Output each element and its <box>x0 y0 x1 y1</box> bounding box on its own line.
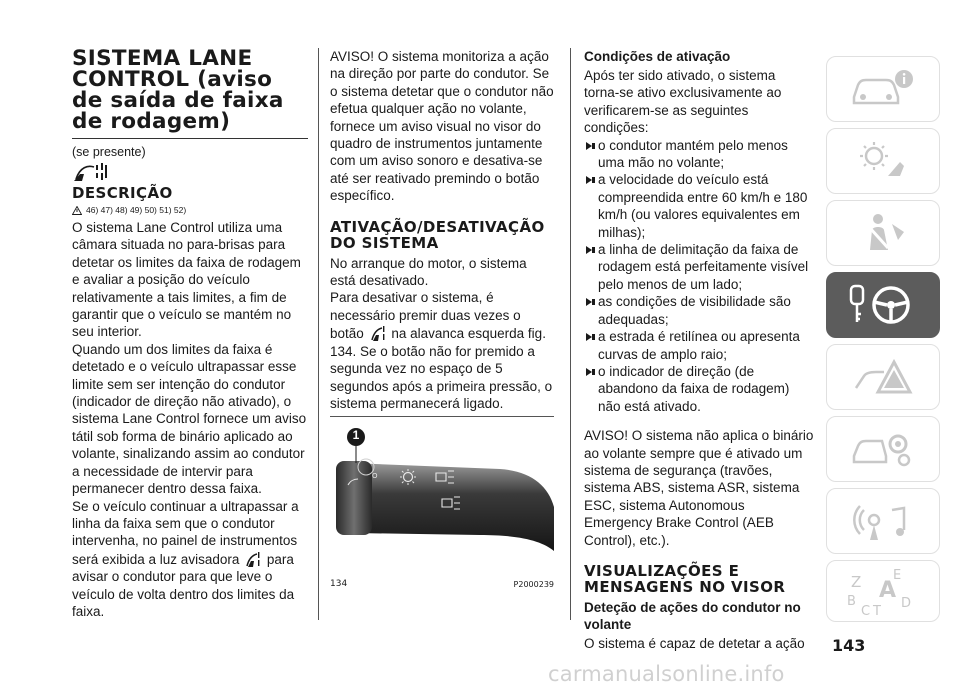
activation-part-a: Para desativar o sistema, é necessário premir duas vezes o botão <box>330 290 521 342</box>
warning-reference-numbers: 46) 47) 48) 49) 50) 51) 52) <box>86 205 187 215</box>
index-letter-t: T <box>873 604 881 617</box>
tab-maintenance[interactable] <box>826 416 940 482</box>
warning-paragraph-2: AVISO! O sistema não aplica o binário ao volante sempre que é ativado um sistema de segurança (travões, sistema ABS, sistema ASR, sistema ESC, sistema Autonomous Emergency Brake Control (AEB Control), etc.). <box>584 428 814 548</box>
steering-wheel-key-icon <box>843 280 923 330</box>
seatbelt-icon <box>848 210 918 256</box>
description-paragraph-3 <box>72 498 308 621</box>
description-heading: DESCRIÇÃO <box>72 184 173 202</box>
figure-callout-number: 1 <box>352 428 360 443</box>
list-item-text: o indicador de direção (de abandono da faixa de rodagem) não está ativado. <box>598 363 790 414</box>
tab-multimedia[interactable] <box>826 488 940 554</box>
car-maintenance-icon <box>848 426 918 472</box>
list-item <box>584 241 814 293</box>
column-3 <box>584 48 814 652</box>
column-1 <box>72 48 308 620</box>
figure-top-rule <box>330 416 554 417</box>
svg-text:O: O <box>372 472 378 481</box>
index-letter-e: E <box>893 568 902 583</box>
list-item-text: as condições de visibilidade são adequadas; <box>598 294 791 327</box>
bullet-arrow-icon <box>584 293 598 310</box>
left-stalk-illustration <box>330 423 554 573</box>
figure-code: P2000239 <box>513 580 554 590</box>
chapter-sidebar <box>826 56 942 628</box>
list-item-text: a linha de delimitação da faixa de rodagem está perfeitamente visível pelo menos de um lado; <box>598 242 809 292</box>
page-number: 143 <box>832 636 866 655</box>
column-divider-2 <box>570 48 571 620</box>
title-divider <box>72 138 308 139</box>
tab-index[interactable] <box>826 560 940 622</box>
section-title: SISTEMA LANE CONTROL (aviso de saída de faixa de rodagem) <box>72 46 284 134</box>
list-item-text: a velocidade do veículo está compreendida entre 60 km/h e 180 km/h (ou valores equivalentes em milhas); <box>598 172 808 240</box>
tab-car-info[interactable] <box>826 56 940 122</box>
index-letter-d: D <box>901 596 912 611</box>
list-item <box>584 293 814 328</box>
alphabetical-index-icon <box>843 565 923 617</box>
list-item-text: o condutor mantém pelo menos uma mão no volante; <box>598 137 788 171</box>
warning-lights-icon <box>848 138 918 184</box>
column-divider-1 <box>318 48 319 620</box>
conditions-list <box>584 137 814 416</box>
conditions-intro: Após ter sido ativado, o sistema torna-se ativo exclusivamente ao verificarem-se as seguintes condições: <box>584 68 782 136</box>
list-item <box>584 363 814 415</box>
conditions-heading: Condições de ativação <box>584 49 731 64</box>
index-letter-c: C <box>861 604 871 617</box>
availability-note: (se presente) <box>72 145 146 159</box>
lane-warning-light-icon <box>245 550 261 568</box>
list-item <box>584 328 814 363</box>
breakdown-triangle-icon <box>848 354 918 400</box>
tab-starting-driving[interactable] <box>826 272 940 338</box>
tab-emergency[interactable] <box>826 344 940 410</box>
warning-paragraph: AVISO! O sistema monitoriza a ação na direção por parte do condutor. Se o sistema detetar que o condutor não efetua qualquer ação no volante, fornece um aviso visual no visor do quadro de instrumentos juntamente com um aviso sonoro e desativa-se até ser reativado premindo o botão específico. <box>330 49 554 204</box>
display-messages-heading: VISUALIZAÇÕES E MENSAGENS NO VISOR <box>584 561 786 596</box>
bullet-arrow-icon <box>584 328 598 345</box>
warning-references <box>72 205 308 215</box>
lane-departure-icon <box>72 161 108 183</box>
column-2 <box>330 48 554 591</box>
index-letter-z: Z <box>851 573 862 591</box>
figure-number: 134 <box>330 579 348 590</box>
warning-triangle-icon <box>72 206 82 215</box>
activation-paragraph-2 <box>330 289 554 412</box>
multimedia-icon <box>848 498 918 544</box>
activation-part-b: na alavanca esquerda fig. 134. Se o botão não for premido a segunda vez no espaço de 5 segundos após a primeira pressão, o sistema permanecerá ligado. <box>330 326 553 411</box>
bullet-arrow-icon <box>584 137 598 154</box>
activation-heading: ATIVAÇÃO/DESATIVAÇÃO DO SISTEMA <box>330 217 545 252</box>
tab-warning-lights[interactable] <box>826 128 940 194</box>
list-item <box>584 171 814 241</box>
list-item-text: a estrada é retilínea ou apresenta curvas de amplo raio; <box>598 329 800 362</box>
description-paragraph-1: O sistema Lane Control utiliza uma câmara situada no para-brisas para detetar os limites da faixa de rodagem e avaliar a posição do veículo relativamente a tais limites, a fim de garantir que o veículo se mantém no seu interior. <box>72 220 301 340</box>
bullet-arrow-icon <box>584 241 598 258</box>
watermark: carmanualsonline.info <box>548 662 785 686</box>
bullet-arrow-icon <box>584 171 598 188</box>
lane-control-button-icon <box>370 324 386 342</box>
description-paragraph-2: Quando um dos limites da faixa é detetado e o veículo ultrapassar esse limite sem ser intenção do condutor (indicador de direção não ativado), o sistema Lane Control fornece um aviso tátil sob forma de binário aplicado ao volante, sinalizando assim ao condutor a necessidade de intervir para permanecer dentro dessa faixa. <box>72 341 307 497</box>
list-item <box>584 137 814 172</box>
tab-safety[interactable] <box>826 200 940 266</box>
figure-134 <box>330 423 554 591</box>
paragraph-3-part-b: para avisar o condutor para que leve o veículo de volta dentro dos limites da faixa. <box>72 551 295 619</box>
activation-paragraph-1: No arranque do motor, o sistema está desativado. <box>330 255 527 289</box>
index-letter-a: A <box>879 578 897 603</box>
car-info-icon <box>848 67 918 111</box>
bullet-arrow-icon <box>584 363 598 380</box>
index-letter-b: B <box>847 594 856 609</box>
driver-action-paragraph: O sistema é capaz de detetar a ação <box>584 635 805 651</box>
driver-action-subheading: Deteção de ações do condutor no volante <box>584 599 801 632</box>
paragraph-3-part-a: Se o veículo continuar a ultrapassar a linha da faixa sem que o condutor intervenha, no painel de instrumentos será exibida a luz avisadora <box>72 498 299 567</box>
